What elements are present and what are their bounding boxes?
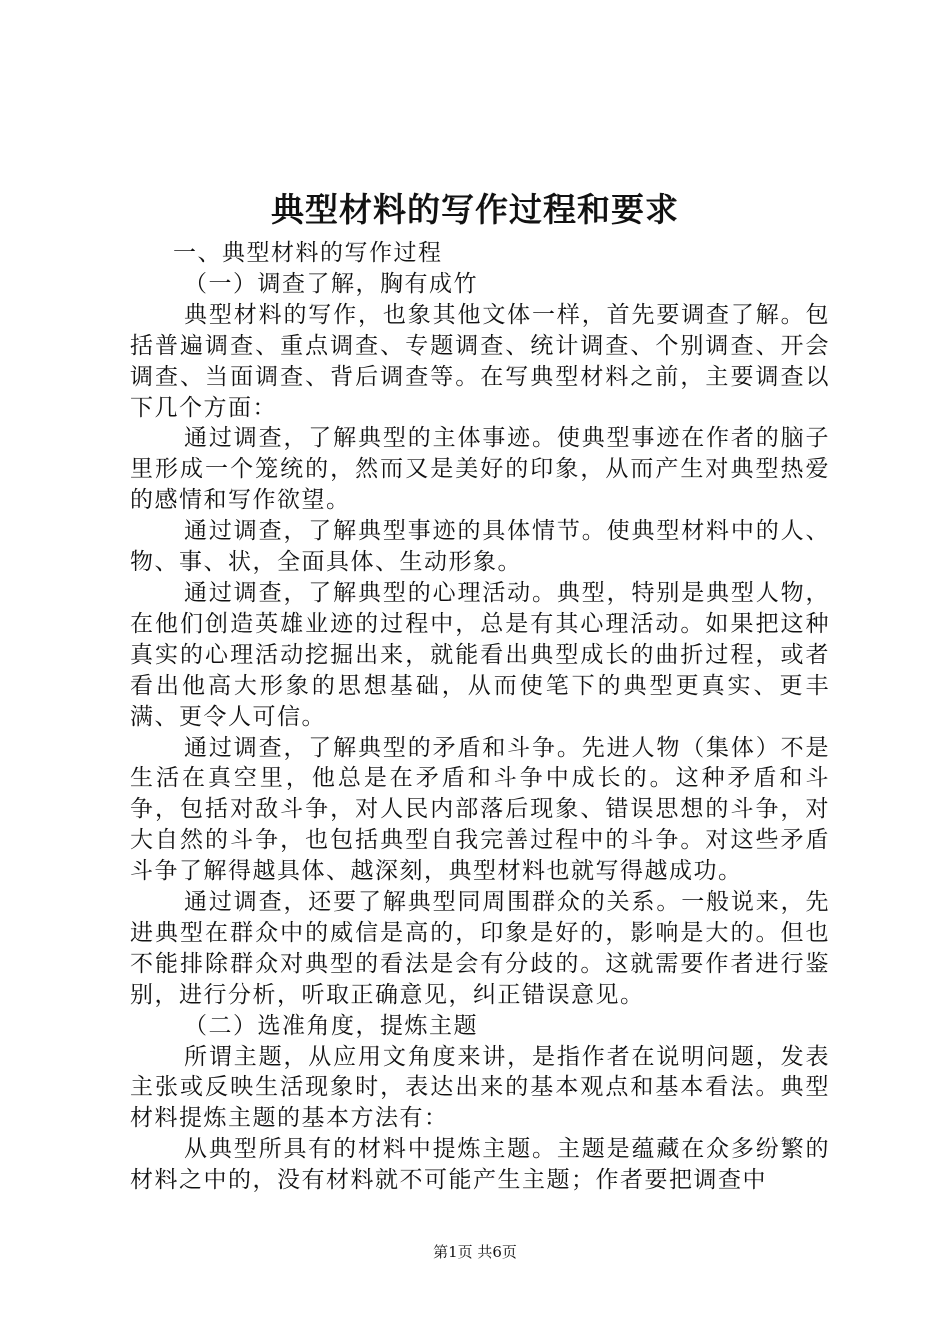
- body-paragraph: 通过调查，了解典型的心理活动。典型，特别是典型人物，在他们创造英雄业迹的过程中，总是有其心理活动。如果把这种真实的心理活动挖掘出来，就能看出典型成长的曲折过程，或者看出他高大形象的思想基础，从而使笔下的典型更真实、更丰满、更令人可信。: [130, 579, 830, 730]
- subsection-heading: （一）调查了解，胸有成竹: [184, 270, 478, 297]
- subsection-heading: （二）选准角度，提炼主题: [184, 1012, 478, 1039]
- body-paragraph: 通过调查，了解典型的矛盾和斗争。先进人物（集体）不是生活在真空里，他总是在矛盾和斗争中成长的。这种矛盾和斗争，包括对敌斗争，对人民内部落后现象、错误思想的斗争，对大自然的斗争，也包括典型自我完善过程中的斗争。对这些矛盾斗争了解得越具体、越深刻，典型材料也就写得越成功。: [130, 734, 830, 885]
- document-body: [130, 238, 830, 1196]
- body-paragraph: 通过调查，还要了解典型同周围群众的关系。一般说来，先进典型在群众中的威信是高的，印象是好的，影响是大的。但也不能排除群众对典型的看法是会有分歧的。这就需要作者进行鉴别，进行分析，听取正确意见，纠正错误意见。: [130, 889, 830, 1008]
- page-number-footer: 第1页 共6页: [433, 1243, 517, 1261]
- body-paragraph: 通过调查，了解典型事迹的具体情节。使典型材料中的人、物、事、状，全面具体、生动形象。: [130, 518, 830, 576]
- body-paragraph: 典型材料的写作，也象其他文体一样，首先要调查了解。包括普遍调查、重点调查、专题调查、统计调查、个别调查、开会调查、当面调查、背后调查等。在写典型材料之前，主要调查以下几个方面：: [130, 301, 830, 421]
- document-title: 典型材料的写作过程和要求: [271, 190, 679, 229]
- body-paragraph: 从典型所具有的材料中提炼主题。主题是蕴藏在众多纷繁的材料之中的，没有材料就不可能产生主题；作者要把调查中: [130, 1136, 830, 1194]
- section-heading: 一、典型材料的写作过程: [173, 240, 443, 266]
- body-paragraph: 所谓主题，从应用文角度来讲，是指作者在说明问题，发表主张或反映生活现象时，表达出来的基本观点和基本看法。典型材料提炼主题的基本方法有：: [130, 1043, 830, 1132]
- body-paragraph: 通过调查，了解典型的主体事迹。使典型事迹在作者的脑子里形成一个笼统的，然而又是美好的印象，从而产生对典型热爱的感情和写作欲望。: [130, 425, 830, 514]
